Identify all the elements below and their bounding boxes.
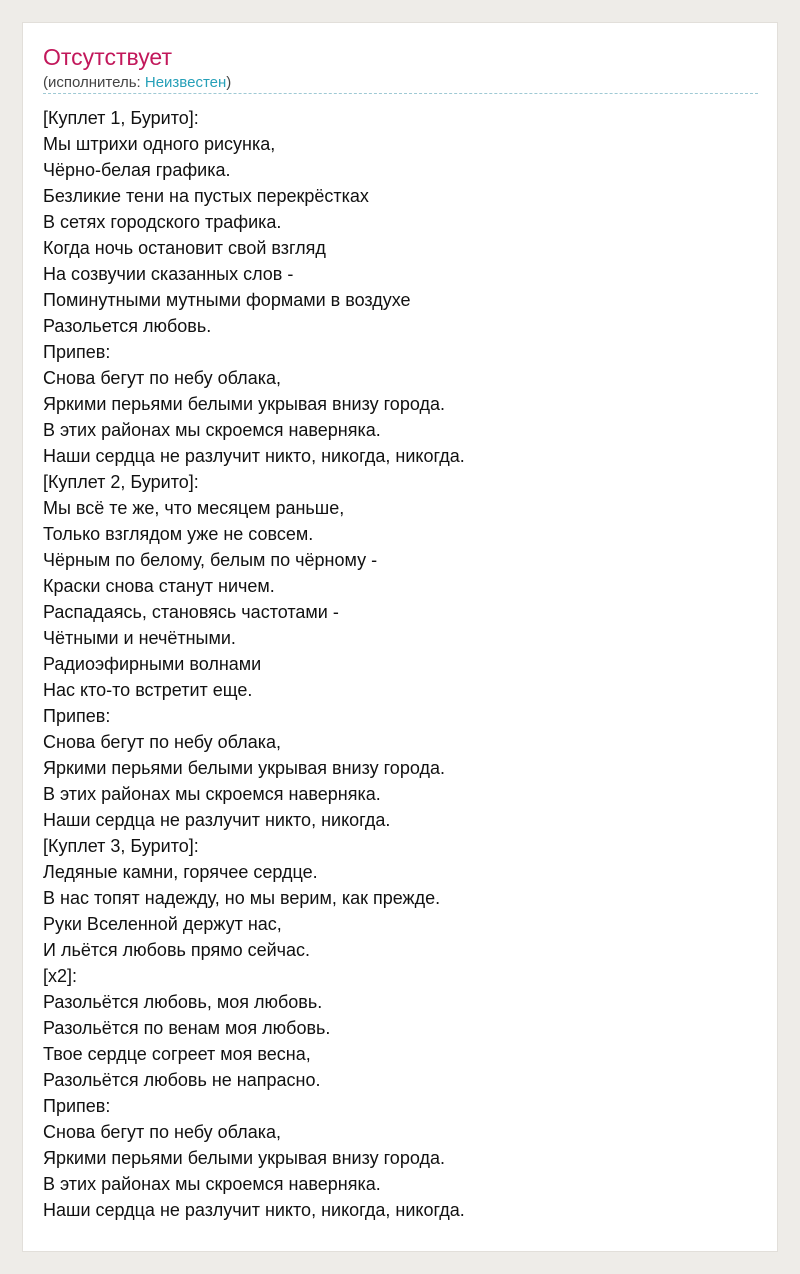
lyrics-body xyxy=(43,105,758,1223)
lyric-line: В этих районах мы скроемся наверняка. xyxy=(43,784,381,804)
lyric-line: Снова бегут по небу облака, xyxy=(43,732,281,752)
lyric-line: В нас топят надежду, но мы верим, как прежде. xyxy=(43,888,441,908)
lyric-line: Яркими перьями белыми укрывая внизу города. xyxy=(43,394,445,414)
lyric-line: [Куплет 3, Бурито]: xyxy=(43,836,199,856)
artist-prefix: (исполнитель: xyxy=(43,74,145,91)
lyric-line: [x2]: xyxy=(43,966,78,986)
lyric-line: Разольется любовь. xyxy=(43,316,212,336)
lyric-line: Яркими перьями белыми укрывая внизу города. xyxy=(43,758,445,778)
lyric-line: Ледяные камни, горячее сердце. xyxy=(43,862,318,882)
lyric-line: Чётными и нечётными. xyxy=(43,628,236,648)
lyrics-card xyxy=(22,22,778,1252)
lyric-line: На созвучии сказанных слов - xyxy=(43,264,294,284)
lyric-line: Разольётся любовь не напрасно. xyxy=(43,1070,321,1090)
lyric-line: Наши сердца не разлучит никто, никогда, никогда. xyxy=(43,446,465,466)
lyric-line: В этих районах мы скроемся наверняка. xyxy=(43,420,381,440)
artist-suffix: ) xyxy=(226,74,232,91)
lyric-line: Снова бегут по небу облака, xyxy=(43,1122,281,1142)
lyric-line: Припев: xyxy=(43,1096,111,1116)
lyric-line: Яркими перьями белыми укрывая внизу города. xyxy=(43,1148,445,1168)
lyric-line: [Куплет 1, Бурито]: xyxy=(43,108,199,128)
lyric-line: Поминутными мутными формами в воздухе xyxy=(43,290,411,310)
lyric-line: [Куплет 2, Бурито]: xyxy=(43,472,199,492)
lyric-line: Разольётся по венам моя любовь. xyxy=(43,1018,331,1038)
lyric-line: Мы штрихи одного рисунка, xyxy=(43,134,276,154)
lyric-line: И льётся любовь прямо сейчас. xyxy=(43,940,311,960)
lyric-line: В сетях городского трафика. xyxy=(43,212,282,232)
lyric-line: Разольётся любовь, моя любовь. xyxy=(43,992,323,1012)
lyric-line: Твое сердце согреет моя весна, xyxy=(43,1044,311,1064)
lyric-line: Радиоэфирными волнами xyxy=(43,654,262,674)
lyric-line: Чёрно-белая графика. xyxy=(43,160,231,180)
lyric-line: Мы всё те же, что месяцем раньше, xyxy=(43,498,345,518)
lyric-line: Снова бегут по небу облака, xyxy=(43,368,281,388)
lyric-line: Распадаясь, становясь частотами - xyxy=(43,602,339,622)
artist-link[interactable]: Неизвестен xyxy=(144,74,227,91)
lyric-line: Когда ночь остановит свой взгляд xyxy=(43,238,326,258)
lyric-line: Нас кто-то встретит еще. xyxy=(43,680,253,700)
lyric-line: Чёрным по белому, белым по чёрному - xyxy=(43,550,378,570)
song-title: Отсутствует xyxy=(43,44,172,70)
lyric-line: Наши сердца не разлучит никто, никогда, никогда. xyxy=(43,1200,465,1220)
lyric-line: Руки Вселенной держут нас, xyxy=(43,914,282,934)
lyric-line: Припев: xyxy=(43,706,111,726)
lyric-line: Наши сердца не разлучит никто, никогда. xyxy=(43,810,391,830)
lyric-line: В этих районах мы скроемся наверняка. xyxy=(43,1174,381,1194)
artist-line xyxy=(43,73,231,93)
lyric-line: Краски снова станут ничем. xyxy=(43,576,275,596)
lyric-line: Только взглядом уже не совсем. xyxy=(43,524,314,544)
lyric-line: Припев: xyxy=(43,342,111,362)
lyric-line: Безликие тени на пустых перекрёстках xyxy=(43,186,369,206)
title-separator xyxy=(43,93,758,94)
